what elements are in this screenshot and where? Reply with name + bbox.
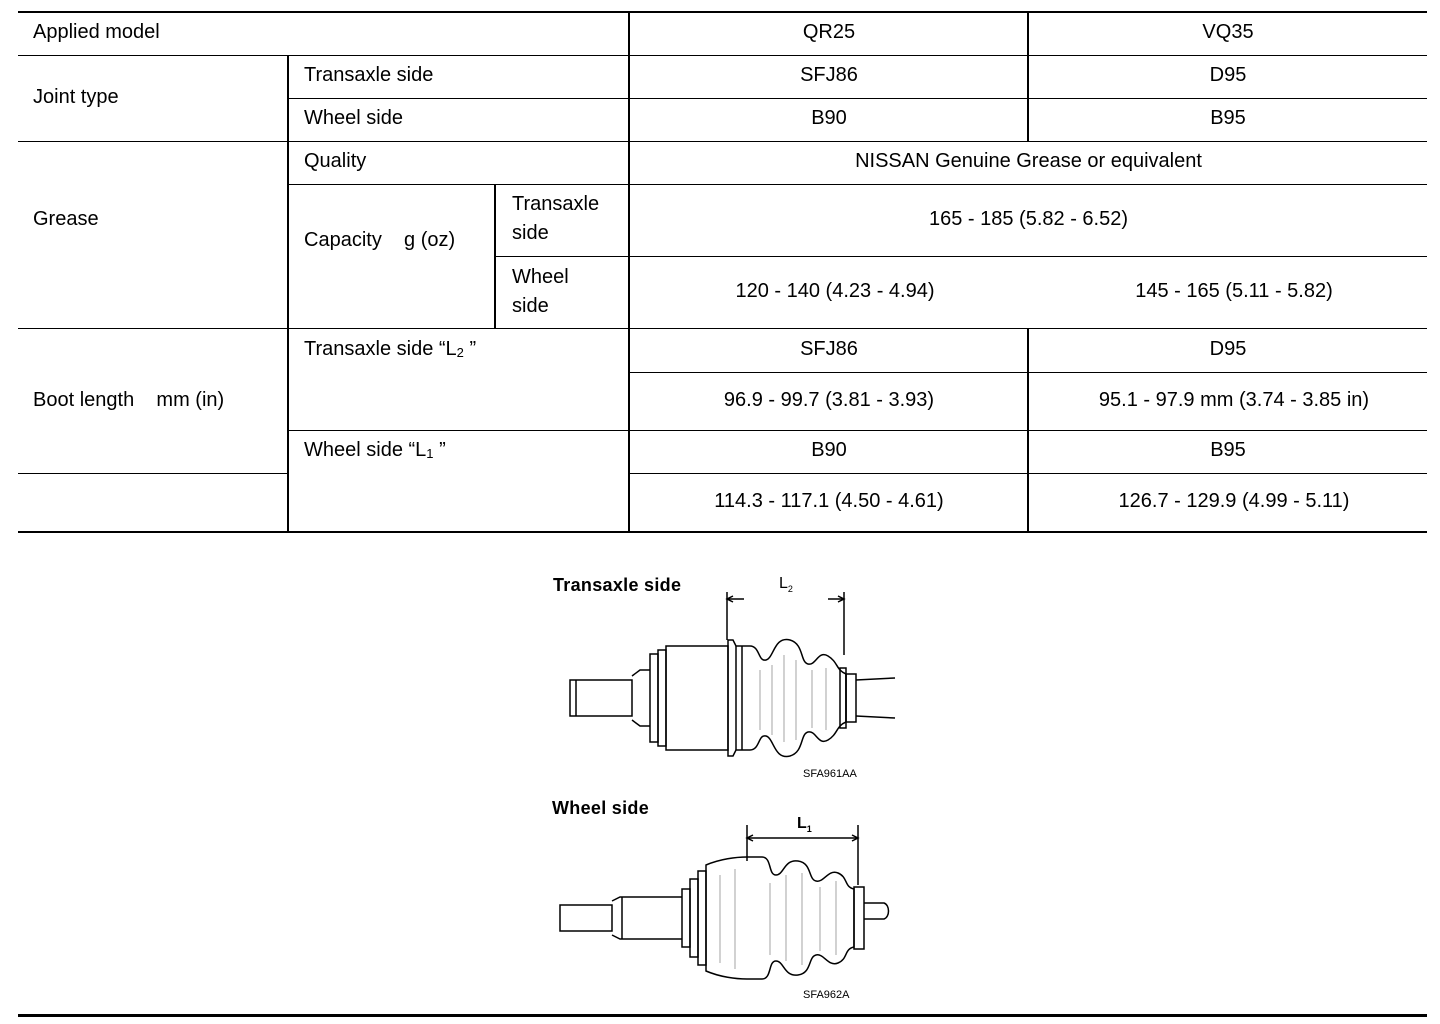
joint-transaxle-qr25: SFJ86: [800, 64, 858, 86]
transaxle-joint-illustration: [550, 590, 910, 760]
wheel-dimension-label: $L_1$: [797, 815, 812, 835]
joint-transaxle-vq35: D95: [1209, 64, 1247, 86]
grease-label: Grease: [33, 208, 99, 230]
boot-length-label: Boot length mm (in): [33, 389, 225, 411]
transaxle-figure-code: SFA961AA: [803, 768, 857, 780]
model-qr25: QR25: [802, 21, 856, 43]
boot-transaxle-label: Transaxle side “$L_2$ ”: [304, 338, 477, 360]
joint-type-label: Joint type: [33, 86, 119, 108]
wheel-figure-code: SFA962A: [803, 989, 850, 1001]
wheel-figure-caption: Wheel side: [552, 798, 650, 818]
model-vq35: VQ35: [1202, 21, 1254, 43]
boot-wheel-label: Wheel side “$L_1$ ”: [304, 439, 446, 461]
column-divider: [287, 55, 289, 532]
grease-quality-value: NISSAN Genuine Grease or equivalent: [855, 150, 1202, 172]
grease-capacity-wheel-line1: Wheel: [512, 266, 569, 288]
row-divider: [288, 98, 1427, 99]
row-divider: [288, 430, 1427, 431]
grease-capacity-label: Capacity g (oz): [304, 229, 456, 251]
transaxle-dimension-label: $L_2$: [779, 575, 793, 595]
row-divider: [495, 256, 1427, 257]
joint-transaxle-label: Transaxle side: [304, 64, 434, 86]
grease-capacity-wheel-qr25: 120 - 140 (4.23 - 4.94): [735, 280, 935, 302]
applied-model-label: Applied model: [33, 21, 160, 43]
boot-wheel-value-qr25: 114.3 - 117.1 (4.50 - 4.61): [714, 490, 944, 512]
grease-capacity-wheel-line2: side: [512, 295, 549, 317]
joint-wheel-qr25: B90: [811, 107, 847, 129]
boot-transaxle-value-vq35: 95.1 - 97.9 mm (3.74 - 3.85 in): [1098, 389, 1370, 411]
wheel-joint-illustration: [550, 825, 910, 990]
table-bottom-rule: [18, 531, 1427, 533]
row-divider: [288, 184, 1427, 185]
boot-transaxle-type-qr25: SFJ86: [800, 338, 858, 360]
boot-wheel-type-vq35: B95: [1210, 439, 1246, 461]
table-top-rule: [18, 11, 1427, 13]
grease-quality-label: Quality: [304, 150, 367, 172]
boot-transaxle-value-qr25: 96.9 - 99.7 (3.81 - 3.93): [723, 389, 935, 411]
row-divider: [18, 55, 1427, 56]
grease-capacity-transaxle-line1: Transaxle: [512, 193, 600, 215]
row-divider: [18, 141, 1427, 142]
boot-transaxle-type-vq35: D95: [1209, 338, 1247, 360]
joint-wheel-vq35: B95: [1210, 107, 1246, 129]
joint-wheel-label: Wheel side: [304, 107, 403, 129]
column-divider: [494, 184, 496, 329]
row-divider: [18, 473, 288, 474]
grease-capacity-transaxle-line2: side: [512, 222, 549, 244]
page-bottom-rule: [18, 1014, 1427, 1017]
boot-wheel-value-vq35: 126.7 - 129.9 (4.99 - 5.11): [1118, 490, 1350, 512]
grease-capacity-transaxle-value: 165 - 185 (5.82 - 6.52): [928, 208, 1128, 230]
transaxle-figure-caption: Transaxle side: [553, 575, 682, 595]
boot-wheel-type-qr25: B90: [811, 439, 847, 461]
row-divider: [18, 328, 1427, 329]
grease-capacity-wheel-vq35: 145 - 165 (5.11 - 5.82): [1135, 280, 1333, 302]
